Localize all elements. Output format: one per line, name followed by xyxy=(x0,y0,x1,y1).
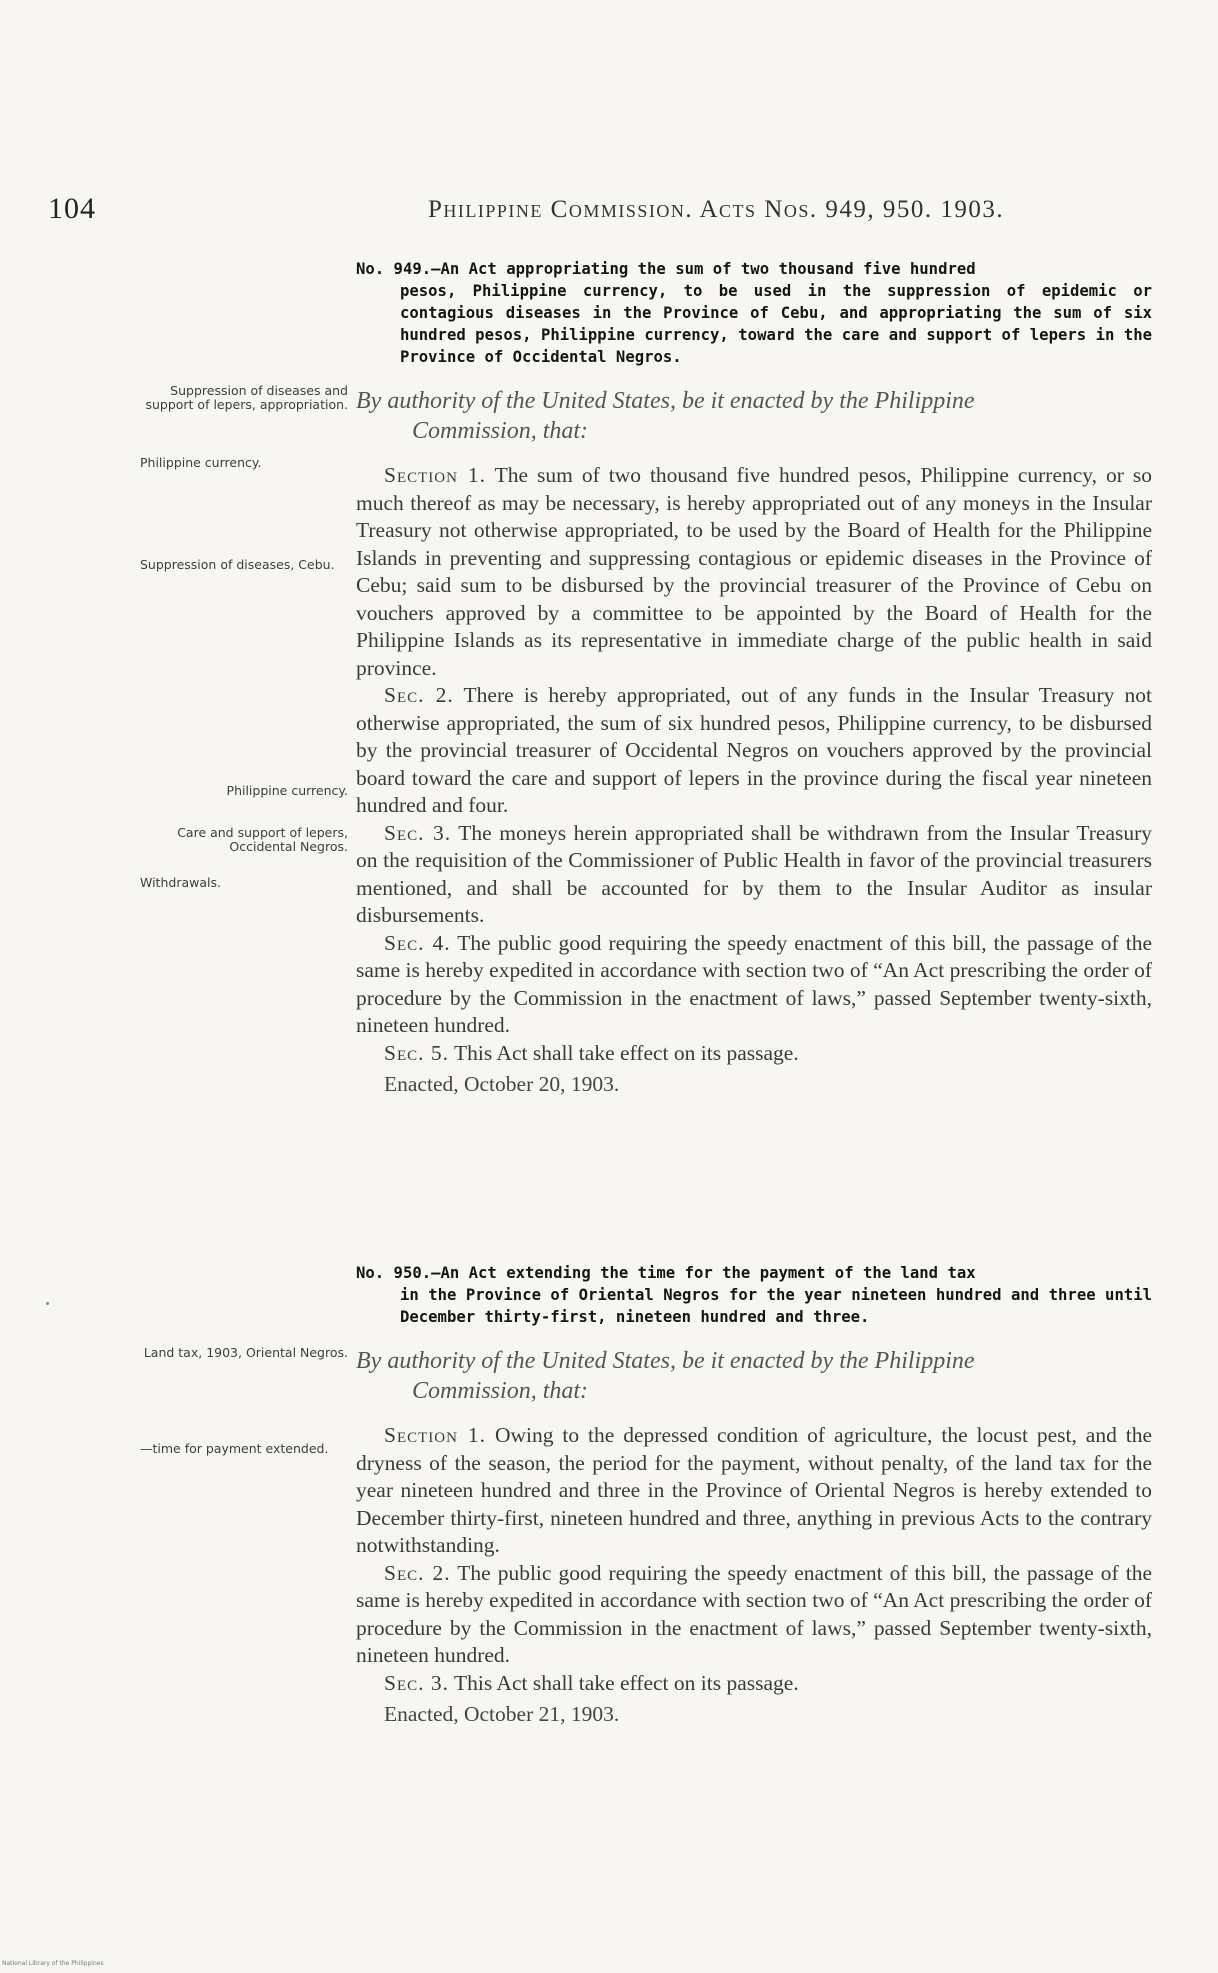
act-949 xyxy=(356,258,1152,1099)
side-note-care-support: Care and support of lepers, Occidental Negros. xyxy=(177,825,348,854)
act-950-section-1 xyxy=(356,1422,1152,1560)
act-949-enacted-date: Enacted, October 20, 1903. xyxy=(384,1072,620,1096)
running-head: Philippine Commission. Acts Nos. 949, 950. 1903. xyxy=(428,196,1005,223)
act-949-section-3 xyxy=(356,820,1152,930)
section-label: Sec. 5. xyxy=(384,1040,449,1065)
scan-speck xyxy=(46,1302,49,1305)
side-note-land-tax: Land tax, 1903, Oriental Negros. xyxy=(143,1345,348,1360)
act-950 xyxy=(356,1262,1152,1729)
section-label: Sec. 2. xyxy=(384,683,454,707)
act-950-enacting-first: By authority of the United States, be it enacted by the Philippine xyxy=(356,1348,975,1374)
section-text: This Act shall take effect on its passage. xyxy=(454,1670,799,1695)
section-text: The public good requiring the speedy enactment of this bill, the passage of the same is hereby expedited in accordance with section two of “An Act prescribing the order of procedure by the Commission in the enactment of laws,” passed September twenty-sixth, nineteen hundred. xyxy=(356,930,1152,1037)
act-949-enacting-rest: Commission, that: xyxy=(412,418,589,444)
act-950-enacted-date: Enacted, October 21, 1903. xyxy=(384,1702,620,1726)
act-949-title-first: No. 949.—An Act appropriating the sum of two thousand five hundred xyxy=(356,260,976,278)
act-950-title xyxy=(356,1262,1152,1328)
act-949-enacting-clause xyxy=(356,386,1152,446)
act-950-section-3 xyxy=(356,1670,1152,1698)
side-note-withdrawals: Withdrawals. xyxy=(140,875,221,890)
act-949-section-5 xyxy=(356,1040,1152,1068)
act-949-section-1 xyxy=(356,462,1152,682)
page-number: 104 xyxy=(48,192,96,225)
act-949-section-2 xyxy=(356,682,1152,820)
section-text: This Act shall take effect on its passage. xyxy=(454,1040,799,1065)
act-950-section-2 xyxy=(356,1560,1152,1670)
act-949-section-4 xyxy=(356,930,1152,1040)
section-label: Sec. 3. xyxy=(384,1670,449,1695)
section-label: Section 1. xyxy=(384,463,487,487)
section-label: Sec. 2. xyxy=(384,1560,451,1585)
section-text: The sum of two thousand five hundred pesos, Philippine currency, or so much thereof as may be necessary, is hereby appropriated out of any moneys in the Insular Treasury not otherwise appropriated, to be used by the Board of Health for the Philippine Islands in preventing and suppressing contagious or epidemic diseases in the Province of Cebu; said sum to be disbursed by the provincial treasurer of the Province of Cebu on vouchers approved by a committee to be appointed by the Board of Health for the Philippine Islands as its representative in immediate charge of the public health in said province. xyxy=(356,463,1152,680)
scan-credit: National Library of the Philippines xyxy=(2,1960,104,1967)
act-949-title xyxy=(356,258,1152,368)
act-950-enacting-clause xyxy=(356,1346,1152,1406)
section-text: Owing to the depressed condition of agriculture, the locust pest, and the dryness of the season, the period for the payment, without penalty, of the land tax for the year nineteen hundred and three in the Province of Oriental Negros is hereby extended to December thirty-first, nineteen hundred and three, anything in previous Acts to the contrary notwithstanding. xyxy=(356,1423,1153,1557)
section-label: Sec. 3. xyxy=(384,820,452,845)
act-949-enacting-first: By authority of the United States, be it enacted by the Philippine xyxy=(356,388,975,414)
side-note-suppression-cebu: Suppression of diseases, Cebu. xyxy=(140,557,335,572)
section-text: The public good requiring the speedy enactment of this bill, the passage of the same is hereby expedited in accordance with section two of “An Act prescribing the order of procedure by the Commission in the enactment of laws,” passed September twenty-sixth, nineteen hundred. xyxy=(356,1560,1152,1667)
section-label: Sec. 4. xyxy=(384,930,451,955)
act-950-title-rest: in the Province of Oriental Negros for the year nineteen hundred and three until December thirty-first, nineteen hundred and three. xyxy=(400,1286,1152,1326)
act-950-title-first: No. 950.—An Act extending the time for the payment of the land tax xyxy=(356,1264,976,1282)
page-header xyxy=(48,192,1108,228)
side-note-time-payment: —time for payment extended. xyxy=(140,1441,329,1456)
section-label: Section 1. xyxy=(384,1423,487,1447)
side-note-philippine-currency-2: Philippine currency. xyxy=(226,783,348,798)
act-949-title-rest: pesos, Philippine currency, to be used in the suppression of epidemic or contagious diseases in the Province of Cebu, and appropriating the sum of six hundred pesos, Philippine currency, toward the care and support of lepers in the Province of Occidental Negros. xyxy=(400,282,1152,366)
side-note-philippine-currency-1: Philippine currency. xyxy=(140,455,262,470)
section-text: There is hereby appropriated, out of any funds in the Insular Treasury not otherwise appropriated, the sum of six hundred pesos, Philippine currency, to be disbursed by the provincial treasurer of Occidental Negros on vouchers approved by the provincial board toward the care and support of lepers in the province during the fiscal year nineteen hundred and four. xyxy=(356,683,1152,817)
side-note-suppression-support: Suppression of diseases and support of lepers, appropriation. xyxy=(145,383,348,412)
act-950-enacting-rest: Commission, that: xyxy=(412,1378,589,1404)
section-text: The moneys herein appropriated shall be withdrawn from the Insular Treasury on the requisition of the Commissioner of Public Health in favor of the provincial treasurers mentioned, and shall be accounted for by them to the Insular Auditor as insular disbursements. xyxy=(356,820,1153,927)
